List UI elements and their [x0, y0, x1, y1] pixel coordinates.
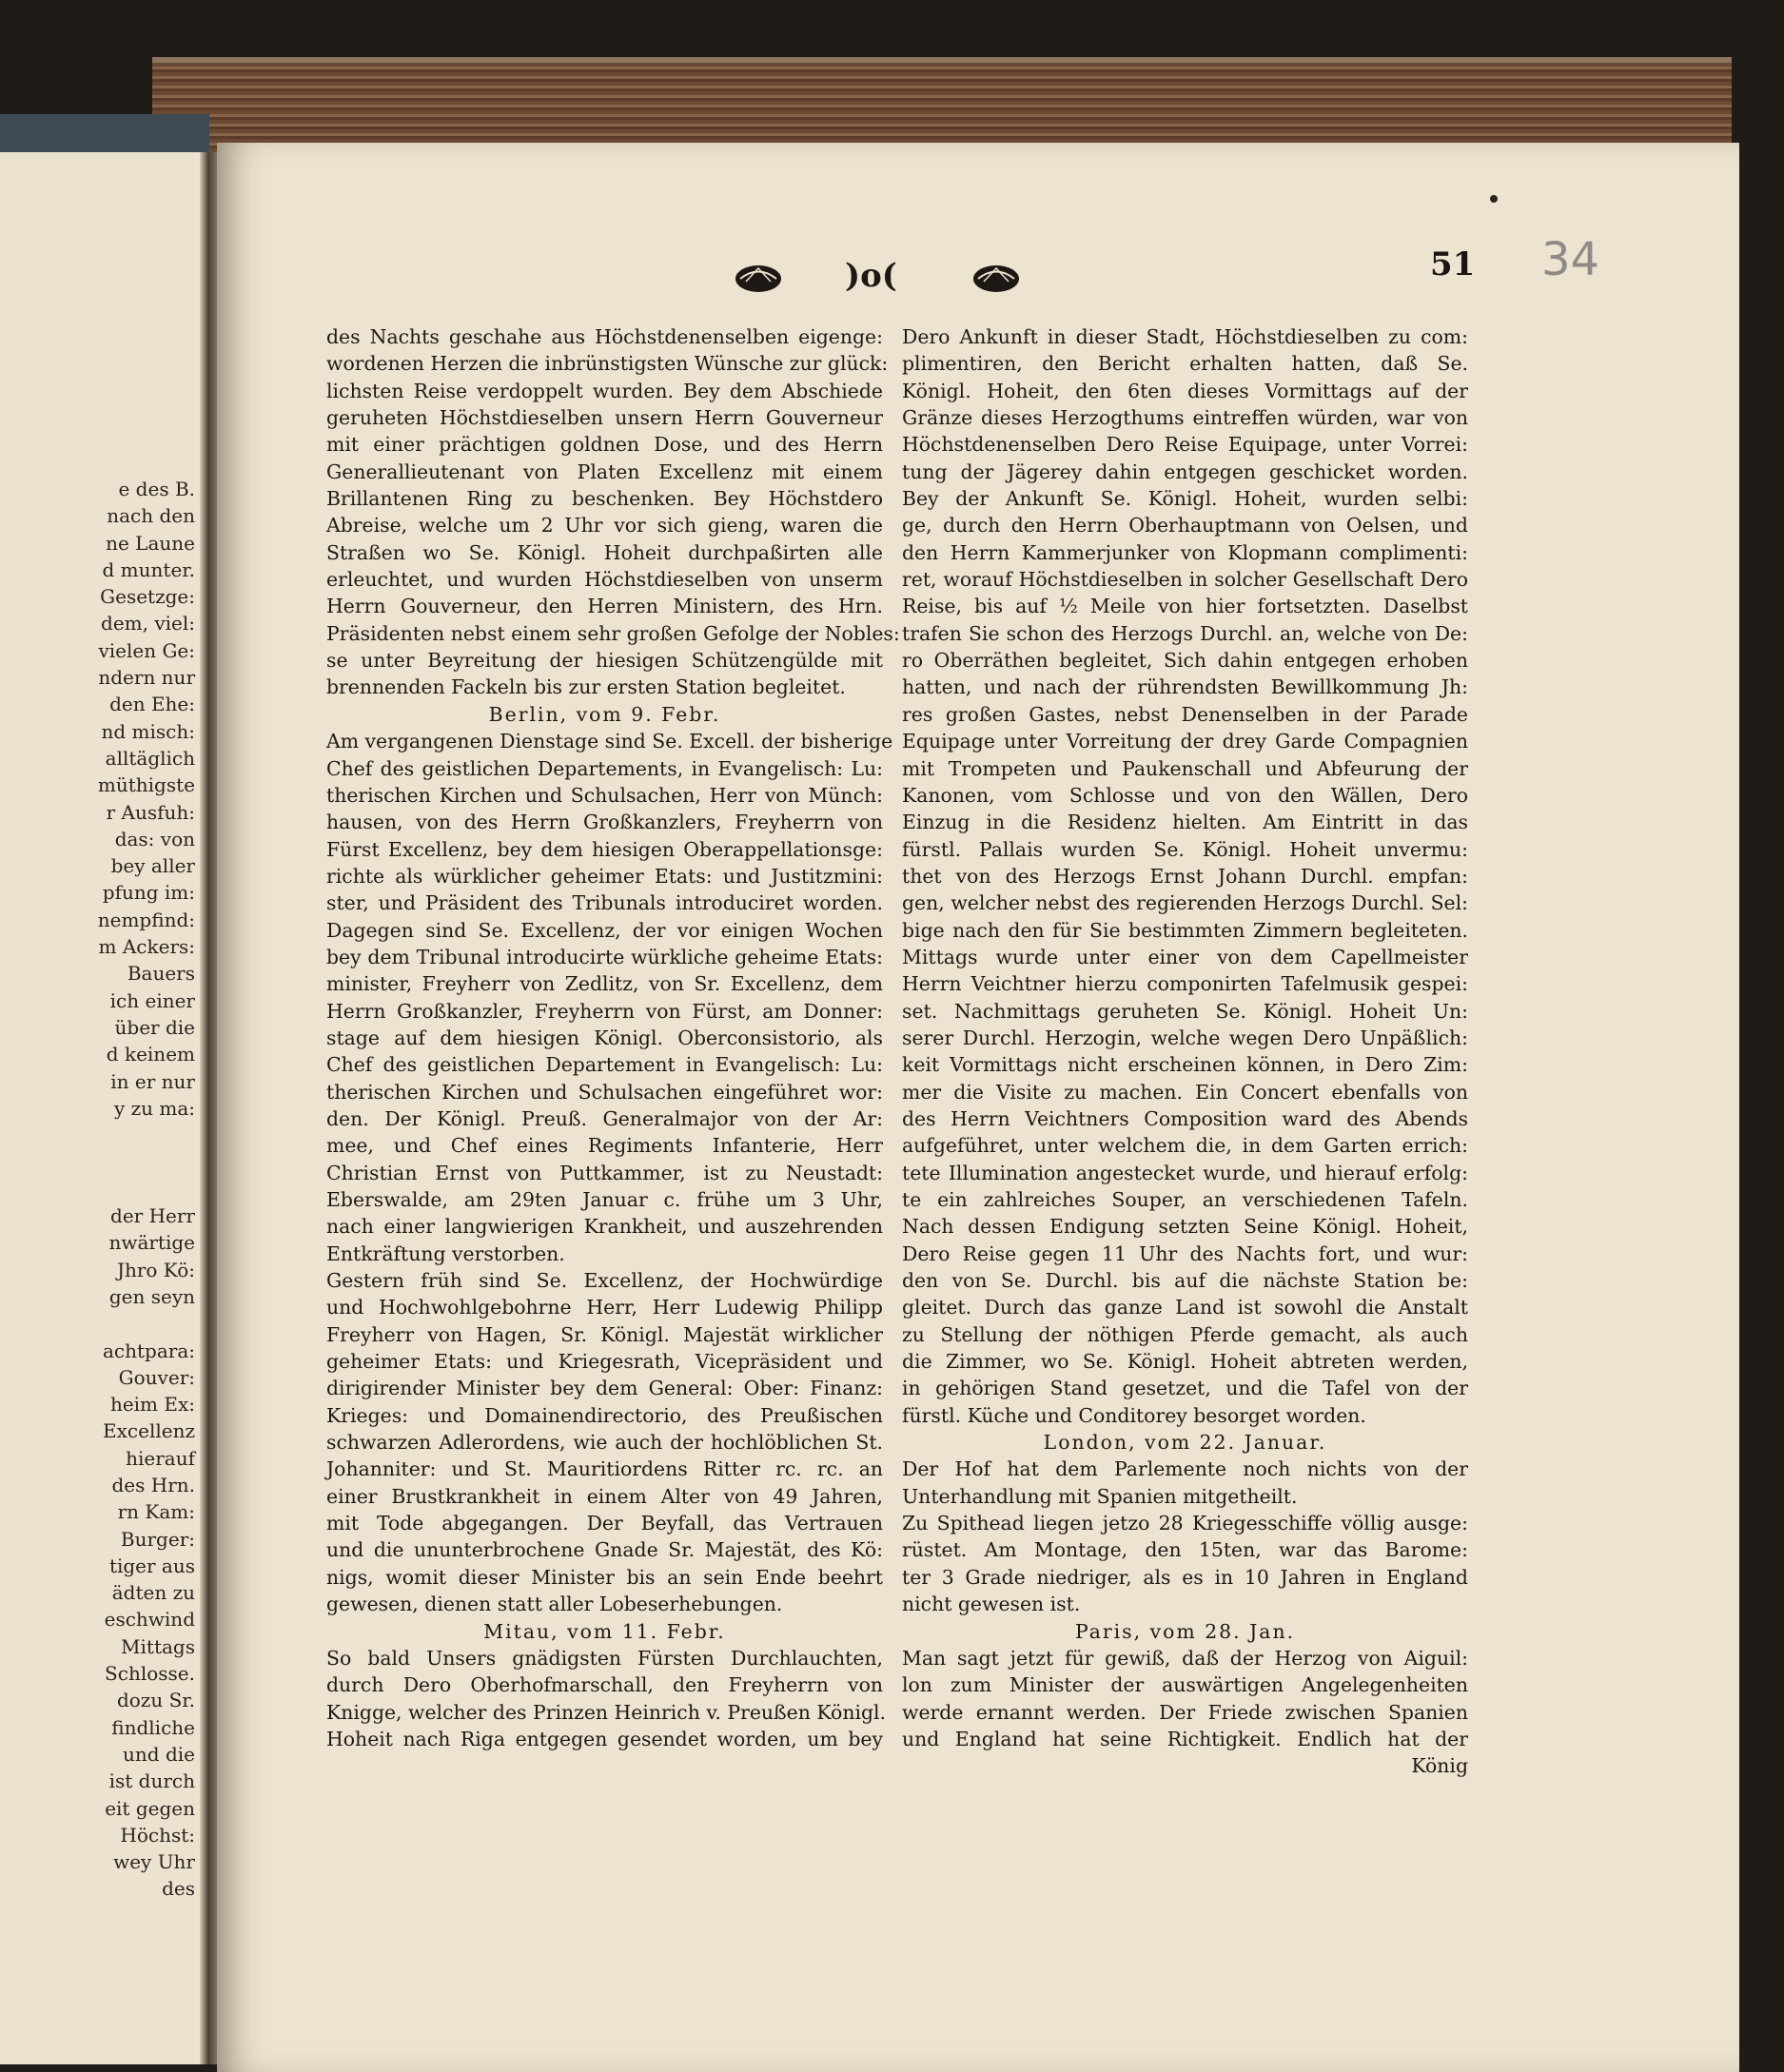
text-line: Gränze dieses Herzogthums eintreffen würden, war von — [902, 406, 1468, 430]
text-line: d keinem — [106, 1043, 195, 1066]
text-line: eit gegen — [105, 1796, 195, 1820]
text-line: London, vom 22. Januar. — [1043, 1431, 1327, 1455]
text-line: Gouver: — [118, 1365, 195, 1389]
text-line: Dero Ankunft in dieser Stadt, Höchstdieselben zu com: — [902, 325, 1468, 348]
text-line: nempfind: — [97, 908, 195, 931]
text-line: nach einer langwierigen Krankheit, und auszehrenden — [326, 1215, 883, 1239]
shell-ornament-icon — [733, 263, 784, 295]
text-line: eschwind — [104, 1608, 195, 1632]
text-line: ret, worauf Höchstdieselben in solcher Gesellschaft Dero — [902, 568, 1468, 592]
text-line: hausen, von des Herrn Großkanzlers, Freyherrn von — [326, 811, 883, 834]
text-line: nicht gewesen ist. — [902, 1593, 1081, 1616]
text-line: ro Oberräthen begleitet, Sich dahin entgegen erhoben — [902, 649, 1468, 673]
ink-dot — [1490, 195, 1498, 203]
text-line: Chef des geistlichen Departement in Evangelisch: Lu: — [326, 1053, 883, 1077]
text-line: m Ackers: — [98, 935, 195, 959]
text-line: Man sagt jetzt für gewiß, daß der Herzog von Aiguil: — [902, 1646, 1468, 1670]
text-line: des Hrn. — [111, 1473, 195, 1496]
text-line: über die — [114, 1015, 195, 1039]
text-line: durch Dero Oberhofmarschall, den Freyherrn von — [326, 1673, 883, 1697]
text-line: Herrn Großkanzler, Freyherrn von Fürst, am Donner: — [326, 999, 883, 1023]
text-line — [0, 1122, 195, 1148]
text-line: Excellenz — [103, 1419, 195, 1443]
text-line: Krieges: und Domainendirectorio, des Preußischen — [326, 1403, 883, 1427]
text-line: mit einer prächtigen goldnen Dose, und des Herrn — [326, 433, 883, 457]
left-page-text — [0, 476, 195, 1903]
text-line: Dero Reise gegen 11 Uhr des Nachts fort, und wur: — [902, 1241, 1468, 1265]
text-line: rüstet. Am Montage, den 15ten, war das Barome: — [902, 1538, 1468, 1562]
text-line: set. Nachmittags geruheten Se. Königl. Hoheit Un: — [902, 999, 1468, 1023]
text-line: Unterhandlung mit Spanien mitgetheilt. — [902, 1484, 1298, 1508]
text-line: bige nach den für Sie bestimmten Zimmern begleiteten. — [902, 918, 1468, 942]
text-line: mit Trompeten und Paukenschall und Abfeurung der — [902, 756, 1468, 780]
text-line: Gestern früh sind Se. Excellenz, der Hochwürdige — [326, 1269, 883, 1293]
text-line: geruheten Höchstdieselben unsern Herrn Gouverneur — [326, 406, 883, 430]
text-line: den Ehe: — [109, 693, 195, 716]
text-line: den von Se. Durchl. bis auf die nächste Station be: — [902, 1269, 1468, 1293]
ornament-divider: )o( — [845, 257, 897, 295]
text-line: nigs, womit dieser Minister bis an sein Ende beehrt — [326, 1565, 883, 1589]
text-line: lon zum Minister der auswärtigen Angelegenheiten — [902, 1673, 1468, 1697]
text-line: fürstl. Pallais wurden Se. Königl. Hoheit unvermu: — [902, 837, 1468, 861]
text-line: Nach dessen Endigung setzten Seine Königl. Hoheit, — [902, 1215, 1468, 1239]
text-line: gen seyn — [108, 1284, 195, 1308]
text-line: Gesetzge: — [100, 585, 195, 609]
text-line: gleitet. Durch das ganze Land ist sowohl die Anstalt — [902, 1296, 1468, 1319]
text-line: bey dem Tribunal introducirte würkliche geheime Etats: — [326, 945, 883, 968]
text-line: nwärtige — [108, 1231, 195, 1255]
text-line: schwarzen Adlerordens, wie auch der hochlöblichen St. — [326, 1431, 883, 1455]
text-line: Abreise, welche um 2 Uhr vor sich gieng, waren die — [326, 514, 883, 538]
text-line: bey aller — [110, 854, 195, 878]
text-line: dem, viel: — [101, 612, 195, 635]
text-line: dirigirender Minister bey dem General: Ober: Finanz: — [326, 1377, 883, 1400]
text-line: tung der Jägerey dahin entgegen geschicket worden. — [902, 459, 1468, 483]
text-line: tete Illumination angestecket wurde, und hierauf erfolg: — [902, 1161, 1468, 1184]
text-line: und Hochwohlgebohrne Herr, Herr Ludewig Philipp — [326, 1296, 883, 1319]
text-line: der Herr — [110, 1204, 195, 1228]
text-line: geheimer Etats: und Kriegesrath, Vicepräsident und — [326, 1350, 883, 1374]
text-line: mit Tode abgegangen. Der Beyfall, das Vertrauen — [326, 1512, 883, 1535]
text-line: den. Der Königl. Preuß. Generalmajor von der Ar: — [326, 1106, 883, 1130]
text-line: lichsten Reise verdoppelt wurden. Bey dem Abschiede — [326, 379, 883, 402]
text-line: mer die Visite zu machen. Ein Concert ebenfalls von — [902, 1080, 1468, 1104]
text-line: Höchst: — [120, 1823, 195, 1847]
text-line: Berlin, vom 9. Febr. — [488, 702, 721, 726]
text-line: des Herrn Veichtners Composition ward des Abends — [902, 1106, 1468, 1130]
text-line: Dagegen sind Se. Excellenz, der vor einigen Wochen — [326, 918, 883, 942]
text-line: pfung im: — [102, 881, 195, 905]
text-line: ädten zu — [111, 1581, 195, 1605]
text-line: und die ununterbrochene Gnade Sr. Majestät, des Kö: — [326, 1538, 883, 1562]
text-line: Hoheit nach Riga entgegen gesendet worden, um bey — [326, 1727, 883, 1750]
text-line: in gehörigen Stand gesetzet, und die Tafel von der — [902, 1377, 1468, 1400]
text-line: gen, welcher nebst des regierenden Herzogs Durchl. Sel: — [902, 891, 1468, 915]
page-number: 51 — [1430, 245, 1476, 283]
text-line: Jhro Kö: — [116, 1258, 195, 1281]
text-line: plimentiren, den Bericht erhalten hatten, daß Se. — [902, 352, 1468, 376]
text-line: ndern nur — [98, 666, 195, 690]
text-line: wordenen Herzen die inbrünstigsten Wünsche zur glück: — [326, 352, 889, 376]
text-line: in er nur — [110, 1069, 195, 1093]
text-line: des Nachts geschahe aus Höchstdenenselben eigenge: — [326, 325, 883, 348]
text-line: Mittags — [121, 1634, 195, 1658]
text-line: Zu Spithead liegen jetzo 28 Kriegesschiffe völlig ausge: — [902, 1512, 1468, 1535]
text-line: e des B. — [118, 478, 195, 500]
text-line: wey Uhr — [113, 1850, 195, 1874]
text-line — [0, 1176, 195, 1202]
pencil-folio-number: 34 — [1541, 233, 1600, 286]
text-line: erleuchtet, und wurden Höchstdieselben von unserm — [326, 568, 883, 592]
text-line: alltäglich — [105, 746, 195, 770]
text-line: stage auf dem hiesigen Königl. Oberconsistorio, als — [326, 1026, 883, 1049]
text-line: Knigge, welcher des Prinzen Heinrich v. Preußen Königl. — [326, 1700, 887, 1724]
text-line: trafen Sie schon des Herzogs Durchl. an, welche von De: — [902, 621, 1468, 645]
gutter — [200, 152, 217, 2064]
text-line: serer Durchl. Herzogin, welche wegen Dero Unpäßlich: — [902, 1026, 1468, 1049]
text-line: werde ernannt werden. Der Friede zwischen Spanien — [902, 1700, 1468, 1724]
text-line: thet von des Herzogs Ernst Johann Durchl. empfan: — [902, 864, 1468, 888]
text-line: zu Stellung der nöthigen Pferde gemacht, als auch — [902, 1322, 1468, 1346]
text-line: hierauf — [126, 1446, 195, 1470]
text-line — [0, 1310, 195, 1337]
text-line: ist durch — [108, 1769, 195, 1793]
text-line: keit Vormittags nicht erscheinen können, in Dero Zim: — [902, 1053, 1468, 1077]
text-line: dozu Sr. — [116, 1689, 195, 1712]
text-line: d munter. — [102, 557, 195, 581]
text-line: Equipage unter Vorreitung der drey Garde Compagnien — [902, 730, 1468, 753]
text-line: ich einer — [109, 988, 195, 1012]
text-line: nd misch: — [101, 719, 195, 743]
text-line: Eberswalde, am 29ten Januar c. frühe um 3 Uhr, — [326, 1188, 883, 1211]
text-line: des — [162, 1877, 195, 1901]
text-line: müthigste — [97, 773, 195, 797]
text-line: Chef des geistlichen Departements, in Evangelisch: Lu: — [326, 756, 883, 780]
text-line: Höchstdenenselben Dero Reise Equipage, unter Vorrei: — [902, 433, 1468, 457]
text-line: und England hat seine Richtigkeit. Endlich hat der — [902, 1727, 1468, 1750]
text-line: Reise, bis auf ½ Meile von hier fortsetzten. Daselbst — [902, 595, 1468, 618]
text-line: und die — [123, 1742, 195, 1766]
text-line: hatten, und nach der rührendsten Bewillkommung Jh: — [902, 675, 1468, 699]
text-line: Freyherr von Hagen, Sr. Königl. Majestät wirklicher — [326, 1322, 883, 1346]
text-line: Fürst Excellenz, bey dem hiesigen Oberappellationsge: — [326, 837, 883, 861]
text-column-left — [326, 323, 900, 1752]
text-line: therischen Kirchen und Schulsachen eingeführet wor: — [326, 1080, 883, 1104]
text-line: ter 3 Grade niedriger, als es in 10 Jahren in England — [902, 1565, 1468, 1589]
text-line: Mittags wurde unter einer von dem Capellmeister — [902, 945, 1468, 968]
text-line: tiger aus — [108, 1554, 195, 1577]
text-line: Königl. Hoheit, den 6ten dieses Vormittags auf der — [902, 379, 1468, 402]
text-line: achtpara: — [103, 1339, 195, 1362]
text-line: therischen Kirchen und Schulsachen, Herr von Münch: — [326, 783, 883, 807]
text-line: Herrn Gouverneur, den Herren Ministern, des Hrn. — [326, 595, 883, 618]
text-line: aufgeführet, unter welchem die, in dem Garten errich: — [902, 1134, 1468, 1158]
text-line: König — [1411, 1754, 1468, 1778]
text-line: Burger: — [120, 1527, 195, 1551]
text-line: einer Brustkrankheit in einem Alter von 49 Jahren, — [326, 1484, 883, 1508]
text-line: Bauers — [127, 962, 195, 986]
text-line: Straßen wo Se. Königl. Hoheit durchpaßirten alle — [326, 540, 883, 564]
text-line: das: von — [114, 827, 195, 850]
text-line: res großen Gastes, nebst Denenselben in der Parade — [902, 702, 1468, 726]
text-line: Christian Ernst von Puttkammer, ist zu Neustadt: — [326, 1161, 883, 1184]
page-header-ornament — [733, 257, 1037, 304]
text-line: gewesen, dienen statt aller Lobeserhebungen. — [326, 1593, 783, 1616]
text-line: Präsidenten nebst einem sehr großen Gefolge der Nobles: — [326, 621, 900, 645]
text-line: r Ausfuh: — [106, 800, 195, 824]
text-line: nach den — [107, 504, 195, 528]
text-line: Der Hof hat dem Parlemente noch nichts von der — [902, 1457, 1468, 1481]
text-line: Johanniter: und St. Mauritiordens Ritter rc. rc. an — [326, 1457, 883, 1481]
text-line: Bey der Ankunft Se. Königl. Hoheit, wurden selbi: — [902, 487, 1468, 511]
text-line: Mitau, vom 11. Febr. — [483, 1619, 726, 1643]
text-line: Generallieutenant von Platen Excellenz mit einem — [326, 459, 883, 483]
text-line: die Zimmer, wo Se. Königl. Hoheit abtreten werden, — [902, 1350, 1468, 1374]
text-line: richte als würklicher geheimer Etats: und Justitzmini: — [326, 864, 883, 888]
text-line: Kanonen, vom Schlosse und von den Wällen, Dero — [902, 783, 1468, 807]
shell-ornament-icon — [970, 263, 1022, 295]
text-line: minister, Freyherr von Zedlitz, von Sr. Excellenz, dem — [326, 972, 883, 996]
left-page — [0, 152, 211, 2064]
text-line — [0, 1148, 195, 1175]
text-column-right — [902, 323, 1468, 1780]
text-line: So bald Unsers gnädigsten Fürsten Durchlauchten, — [326, 1646, 883, 1670]
text-line: findliche — [111, 1715, 195, 1739]
text-line: Paris, vom 28. Jan. — [1074, 1619, 1296, 1643]
text-line: Herrn Veichtner hierzu componirten Tafelmusik gespei: — [902, 972, 1468, 996]
text-line: brennenden Fackeln bis zur ersten Station begleitet. — [326, 675, 846, 699]
text-line: vielen Ge: — [98, 638, 195, 662]
text-line: Entkräftung verstorben. — [326, 1241, 565, 1265]
text-line: ne Laune — [106, 531, 195, 555]
text-line: rn Kam: — [117, 1500, 195, 1524]
text-line: Brillantenen Ring zu beschenken. Bey Höchstdero — [326, 487, 883, 511]
text-line: heim Ex: — [109, 1393, 195, 1417]
text-line: Am vergangenen Dienstage sind Se. Excell. der bisherige — [326, 730, 893, 753]
text-line: te ein zahlreiches Souper, an verschiedenen Tafeln. — [902, 1188, 1468, 1211]
text-line: se unter Beyreitung der hiesigen Schützengülde mit — [326, 649, 883, 673]
text-line: ge, durch den Herrn Oberhauptmann von Oelsen, und — [902, 514, 1468, 538]
text-line: Schlosse. — [105, 1662, 195, 1686]
text-line: fürstl. Küche und Conditorey besorget worden. — [902, 1403, 1366, 1427]
text-line: Einzug in die Residenz hielten. Am Eintritt in das — [902, 811, 1468, 834]
text-line: ster, und Präsident des Tribunals introduciret worden. — [326, 891, 883, 915]
text-line: den Herrn Kammerjunker von Klopmann complimenti: — [902, 540, 1468, 564]
text-line: mee, und Chef eines Regiments Infanterie, Herr — [326, 1134, 883, 1158]
text-line: y zu ma: — [113, 1096, 195, 1120]
